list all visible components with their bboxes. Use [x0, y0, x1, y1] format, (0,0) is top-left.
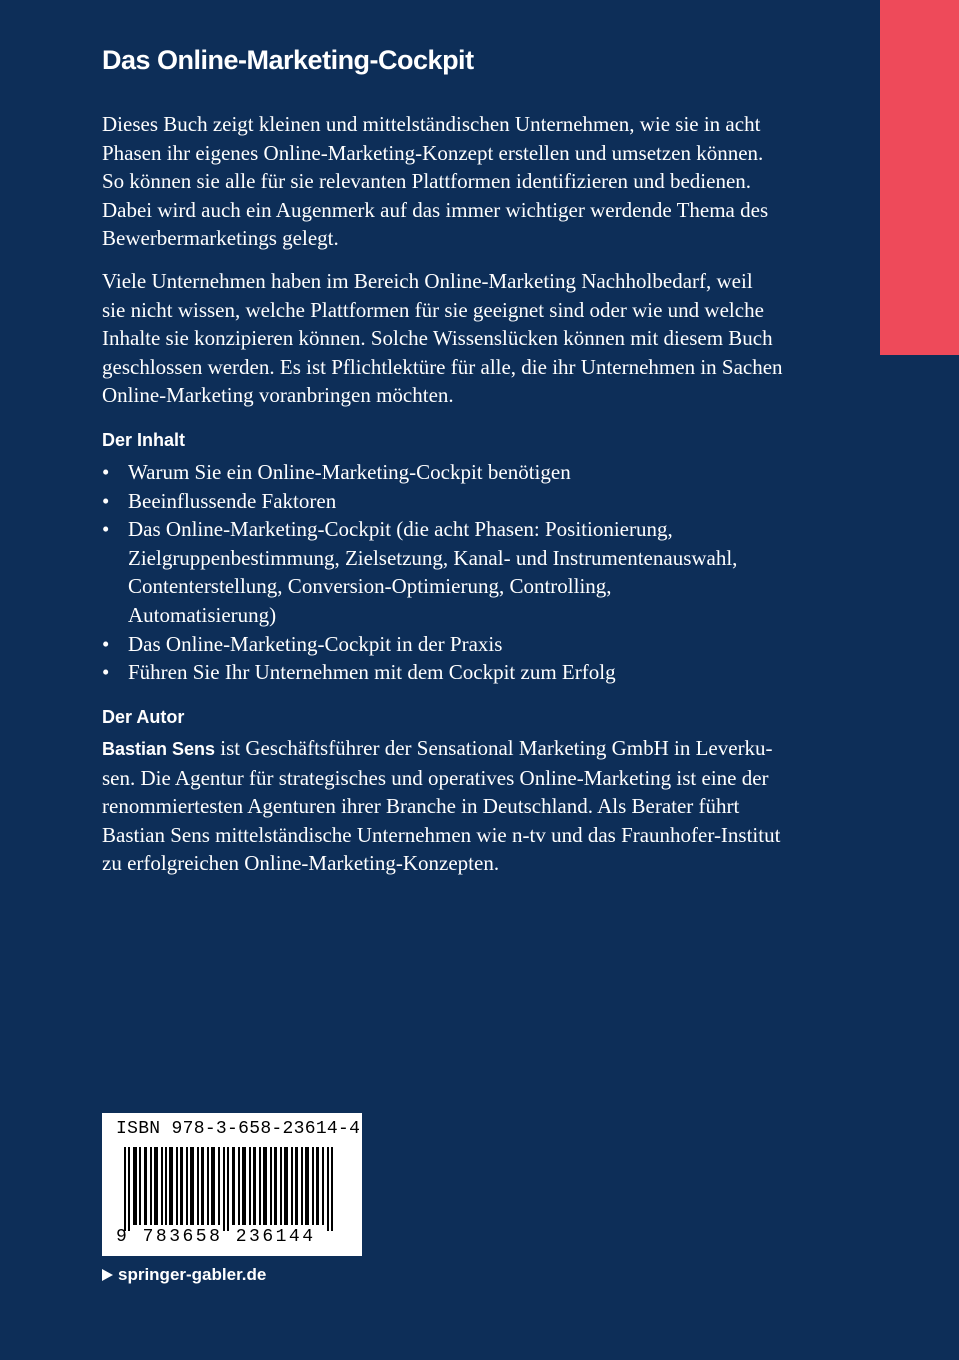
second-line: Online-Marketing voranbringen möchten. [102, 383, 454, 408]
contents-list [102, 458, 737, 687]
contents-heading: Der Inhalt [102, 430, 186, 450]
book-title: Das Online-Marketing-Cockpit [102, 45, 474, 75]
author-name: Bastian Sens [102, 739, 216, 759]
intro-line: Dieses Buch zeigt kleinen und mittelständischen Unternehmen, wie sie in acht [102, 112, 761, 136]
list-item-text: • Das Online-Marketing-Cockpit in der Praxis [128, 631, 503, 656]
barcode-icon [124, 1147, 340, 1231]
list-item [102, 658, 737, 687]
list-item-text: • Beeinflussende Faktoren [128, 488, 337, 513]
publisher-link[interactable] [102, 1265, 266, 1285]
author-line: Bastian Sens mittelständische Unternehmen wie n-tv und das Fraunhofer-Institut [102, 822, 781, 847]
second-line: sie nicht wissen, welche Plattformen für sie geeignet sind oder wie und welche [102, 297, 764, 322]
list-item-text: Automatisierung) [128, 602, 277, 627]
author-line: ist Geschäftsführer der Sensational Marketing GmbH in Leverku- [215, 736, 773, 760]
author-heading: Der Autor [102, 707, 185, 727]
list-item-text: Contenterstellung, Conversion-Optimierung, Controlling, [128, 574, 612, 599]
accent-bar [880, 0, 959, 355]
list-item [102, 458, 737, 487]
second-line: geschlossen werden. Es ist Pflichtlektüre für alle, die ihr Unternehmen in Sachen [102, 354, 783, 379]
intro-line: Bewerbermarketings gelegt. [102, 226, 339, 251]
list-item-text: • Warum Sie ein Online-Marketing-Cockpit benötigen [128, 460, 571, 484]
author-line: renommiertesten Agenturen ihrer Branche in Deutschland. Als Berater führt [102, 794, 740, 819]
list-item [102, 487, 737, 516]
list-item [102, 630, 737, 659]
intro-paragraph [102, 110, 768, 253]
author-first-line [102, 734, 780, 764]
barcode-digits: 9 783658 236144 [116, 1227, 316, 1247]
list-item-text: • Führen Sie Ihr Unternehmen mit dem Cockpit zum Erfolg [128, 660, 616, 685]
list-item-text: Zielgruppenbestimmung, Zielsetzung, Kanal- und Instrumentenauswahl, [128, 545, 738, 570]
second-paragraph [102, 267, 783, 410]
author-line: zu erfolgreichen Online-Marketing-Konzepten. [102, 851, 500, 876]
isbn-label: ISBN 978-3-658-23614-4 [116, 1119, 361, 1139]
intro-line: So können sie alle für sie relevanten Plattformen identifizieren und bedienen. [102, 169, 752, 194]
author-line: sen. Die Agentur für strategisches und operatives Online-Marketing ist eine der [102, 765, 769, 790]
intro-line: Dabei wird auch ein Augenmerk auf das immer wichtiger werdende Thema des [102, 197, 769, 222]
isbn-barcode-box [102, 1113, 362, 1256]
publisher-url: springer-gabler.de [118, 1265, 267, 1284]
second-line: Viele Unternehmen haben im Bereich Online-Marketing Nachholbedarf, weil [102, 269, 753, 293]
arrow-right-icon [102, 1269, 113, 1281]
list-item [102, 515, 737, 629]
intro-line: Phasen ihr eigenes Online-Marketing-Konzept erstellen und umsetzen können. [102, 140, 764, 165]
author-paragraph [102, 734, 780, 878]
second-line: Inhalte sie konzipieren können. Solche Wissenslücken können mit diesem Buch [102, 326, 773, 351]
list-item-text: • Das Online-Marketing-Cockpit (die acht Phasen: Positionierung, [128, 517, 673, 542]
